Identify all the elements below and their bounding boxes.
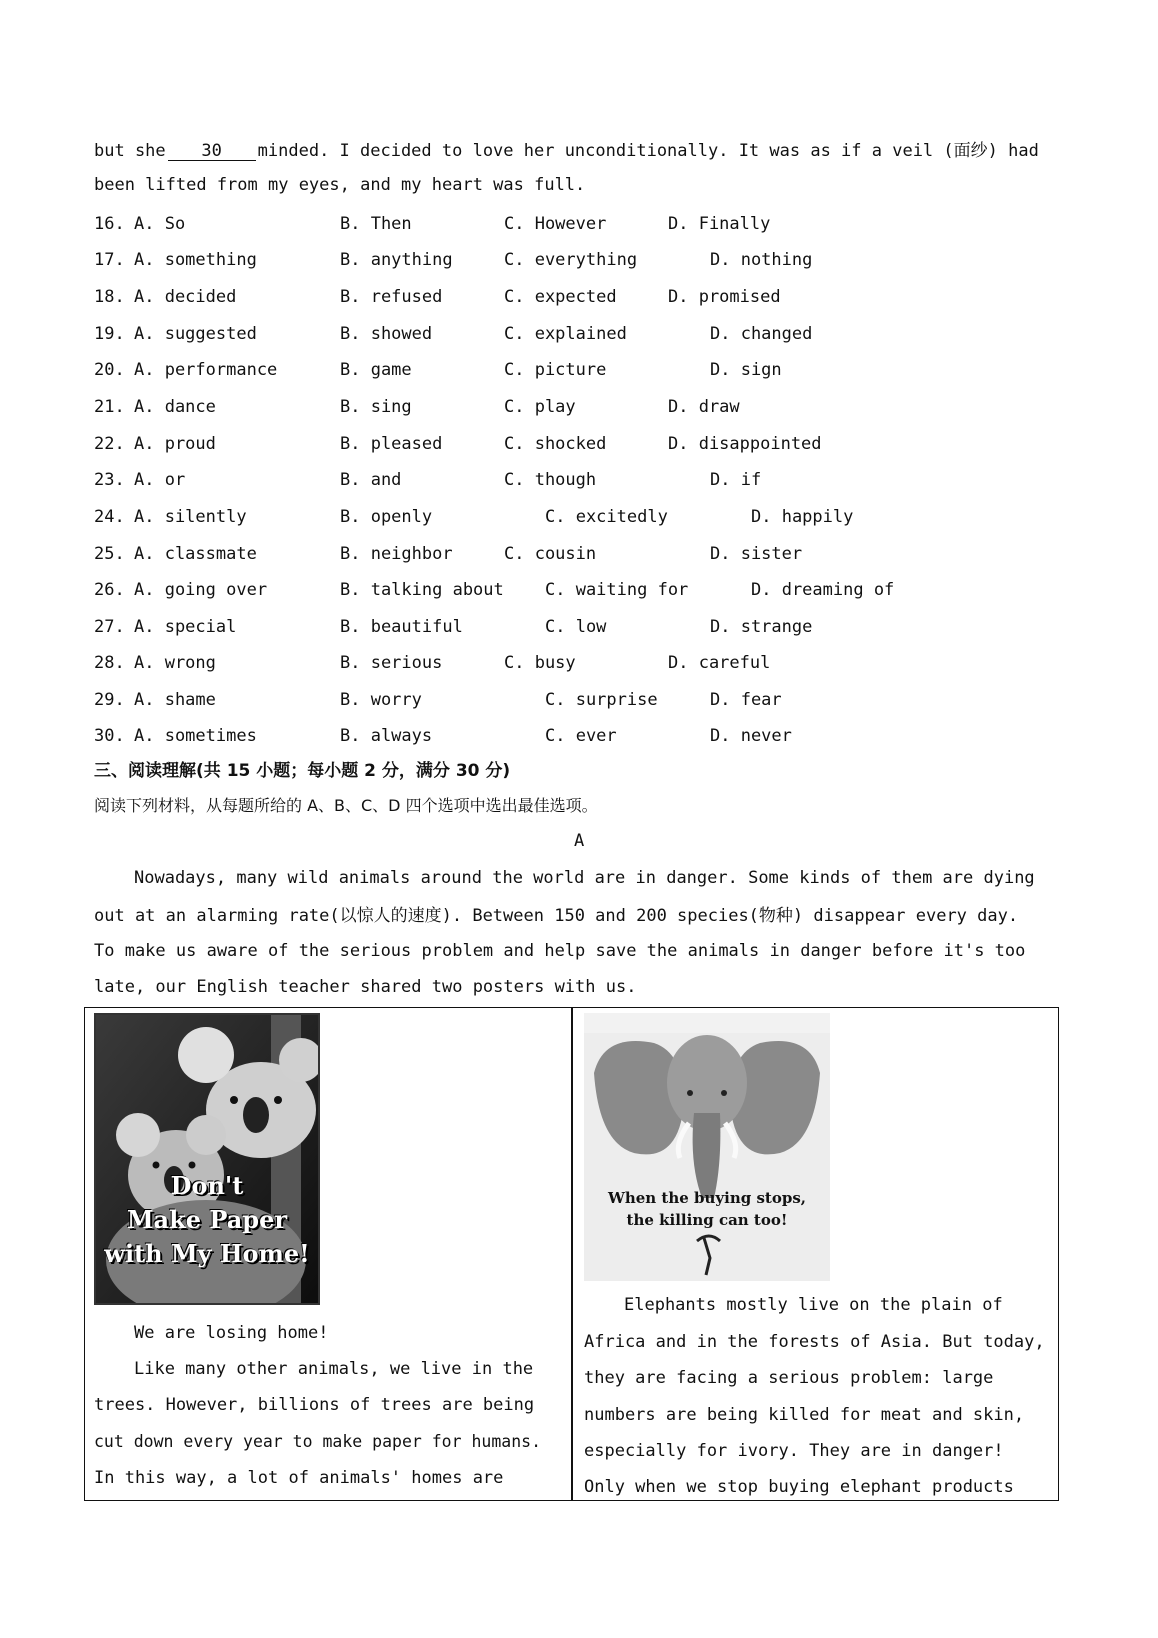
question-number: 30.	[94, 726, 125, 746]
option-c: C. low	[545, 617, 607, 637]
option-b: B. beautiful	[340, 617, 463, 637]
option-d: D. changed	[710, 324, 813, 344]
option-a: A. performance	[134, 360, 278, 380]
option-c: C. cousin	[504, 544, 597, 564]
option-b: B. anything	[340, 250, 453, 270]
option-a: A. shame	[134, 690, 216, 710]
koala-line-1: We are losing home!	[134, 1323, 329, 1343]
section-instruction: 阅读下列材料，从每题所给的 A、B、C、D 四个选项中选出最佳选项。	[94, 796, 598, 815]
elephant-line-6: Only when we stop buying elephant products	[584, 1477, 1014, 1497]
option-c: C. expected	[504, 287, 617, 307]
option-d: D. promised	[668, 287, 781, 307]
answer-blank-30: 30	[168, 142, 256, 161]
option-c: C. busy	[504, 653, 576, 673]
option-a: A. special	[134, 617, 237, 637]
option-a: A. suggested	[134, 324, 257, 344]
elephant-line-5: especially for ivory. They are in danger!	[584, 1441, 1004, 1461]
option-c: C. ever	[545, 726, 617, 746]
option-a: A. dance	[134, 397, 216, 417]
option-a: A. wrong	[134, 653, 216, 673]
option-b: B. pleased	[340, 434, 443, 454]
table-divider	[571, 1007, 573, 1501]
elephant-line-1: Elephants mostly live on the plain of	[624, 1295, 1003, 1315]
question-number: 25.	[94, 544, 125, 564]
koala-slogan	[96, 1169, 318, 1271]
koala-text: Like many other animals, we live in the	[134, 1359, 534, 1379]
koala-line-4: cut down every year to make paper for humans.	[94, 1432, 542, 1451]
option-b: B. refused	[340, 287, 443, 307]
option-c: C. However	[504, 214, 607, 234]
option-a: A. classmate	[134, 544, 257, 564]
passage-text: minded. I decided to love her unconditionally. It was as if a veil (面纱) had	[257, 141, 1039, 161]
question-number: 26.	[94, 580, 125, 600]
slogan-line: the killing can too!	[626, 1211, 788, 1229]
option-a: A. So	[134, 214, 186, 234]
option-d: D. Finally	[668, 214, 771, 234]
question-number: 23.	[94, 470, 125, 490]
koala-line-5: In this way, a lot of animals' homes are	[94, 1468, 504, 1488]
option-d: D. sign	[710, 360, 782, 380]
elephant-line-2: Africa and in the forests of Asia. But today,	[584, 1332, 1045, 1352]
option-c: C. though	[504, 470, 597, 490]
intro-line-1	[134, 868, 1059, 888]
question-number: 27.	[94, 617, 125, 637]
elephant-line-4: numbers are being killed for meat and skin,	[584, 1405, 1025, 1425]
option-c: C. waiting for	[545, 580, 689, 600]
option-b: B. serious	[340, 653, 443, 673]
intro-line-4: late, our English teacher shared two posters with us.	[94, 977, 637, 997]
option-a: A. sometimes	[134, 726, 257, 746]
intro-line-2: out at an alarming rate(以惊人的速度). Between 150 and 200 species(物种) disappear every day.	[94, 906, 1019, 926]
elephant-slogan	[584, 1187, 830, 1231]
slogan-line: Don't	[170, 1171, 244, 1200]
option-b: B. neighbor	[340, 544, 453, 564]
question-number: 21.	[94, 397, 125, 417]
question-number: 22.	[94, 434, 125, 454]
option-c: C. everything	[504, 250, 638, 270]
option-a: A. or	[134, 470, 186, 490]
question-number: 17.	[94, 250, 125, 270]
passage-label: A	[574, 831, 585, 851]
intro-text: Nowadays, many wild animals around the world are in danger. Some kinds of them are dying	[134, 868, 1035, 888]
koala-poster-image	[94, 1013, 320, 1305]
option-a: A. decided	[134, 287, 237, 307]
section-heading: 三、阅读理解(共 15 小题；每小题 2 分，满分 30 分)	[94, 761, 511, 781]
option-d: D. happily	[751, 507, 854, 527]
slogan-line: When the buying stops,	[608, 1189, 806, 1207]
option-b: B. talking about	[340, 580, 504, 600]
option-c: C. surprise	[545, 690, 658, 710]
intro-line-3: To make us aware of the serious problem and help save the animals in danger before it's too	[94, 941, 1026, 961]
elephant-line-3: they are facing a serious problem: large	[584, 1368, 994, 1388]
option-b: B. showed	[340, 324, 433, 344]
option-b: B. openly	[340, 507, 433, 527]
koala-line-2	[134, 1359, 561, 1379]
passage-line-2: been lifted from my eyes, and my heart was full.	[94, 175, 586, 195]
option-d: D. dreaming of	[751, 580, 895, 600]
option-c: C. excitedly	[545, 507, 668, 527]
option-d: D. strange	[710, 617, 813, 637]
option-d: D. fear	[710, 690, 782, 710]
option-c: C. explained	[504, 324, 627, 344]
option-d: D. disappointed	[668, 434, 822, 454]
passage-line-1	[94, 136, 1039, 161]
option-b: B. sing	[340, 397, 412, 417]
question-number: 18.	[94, 287, 125, 307]
slogan-line: with My Home!	[104, 1239, 310, 1268]
question-number: 24.	[94, 507, 125, 527]
option-d: D. never	[710, 726, 792, 746]
option-c: C. play	[504, 397, 576, 417]
question-number: 29.	[94, 690, 125, 710]
option-a: A. going over	[134, 580, 268, 600]
option-d: D. careful	[668, 653, 771, 673]
elephant-poster-image	[584, 1013, 830, 1281]
option-d: D. if	[710, 470, 762, 490]
elephant-illustration	[584, 1013, 830, 1281]
option-d: D. nothing	[710, 250, 813, 270]
question-number: 19.	[94, 324, 125, 344]
slogan-line: Make Paper	[126, 1205, 288, 1234]
option-c: C. picture	[504, 360, 607, 380]
option-a: A. proud	[134, 434, 216, 454]
option-d: D. draw	[668, 397, 740, 417]
option-b: B. worry	[340, 690, 422, 710]
koala-line-3: trees. However, billions of trees are being	[94, 1395, 535, 1415]
option-b: B. Then	[340, 214, 412, 234]
option-b: B. always	[340, 726, 433, 746]
question-number: 28.	[94, 653, 125, 673]
option-b: B. game	[340, 360, 412, 380]
option-a: A. silently	[134, 507, 247, 527]
option-c: C. shocked	[504, 434, 607, 454]
question-number: 20.	[94, 360, 125, 380]
passage-text: but she	[94, 141, 166, 161]
option-a: A. something	[134, 250, 257, 270]
option-d: D. sister	[710, 544, 803, 564]
option-b: B. and	[340, 470, 402, 490]
question-number: 16.	[94, 214, 125, 234]
